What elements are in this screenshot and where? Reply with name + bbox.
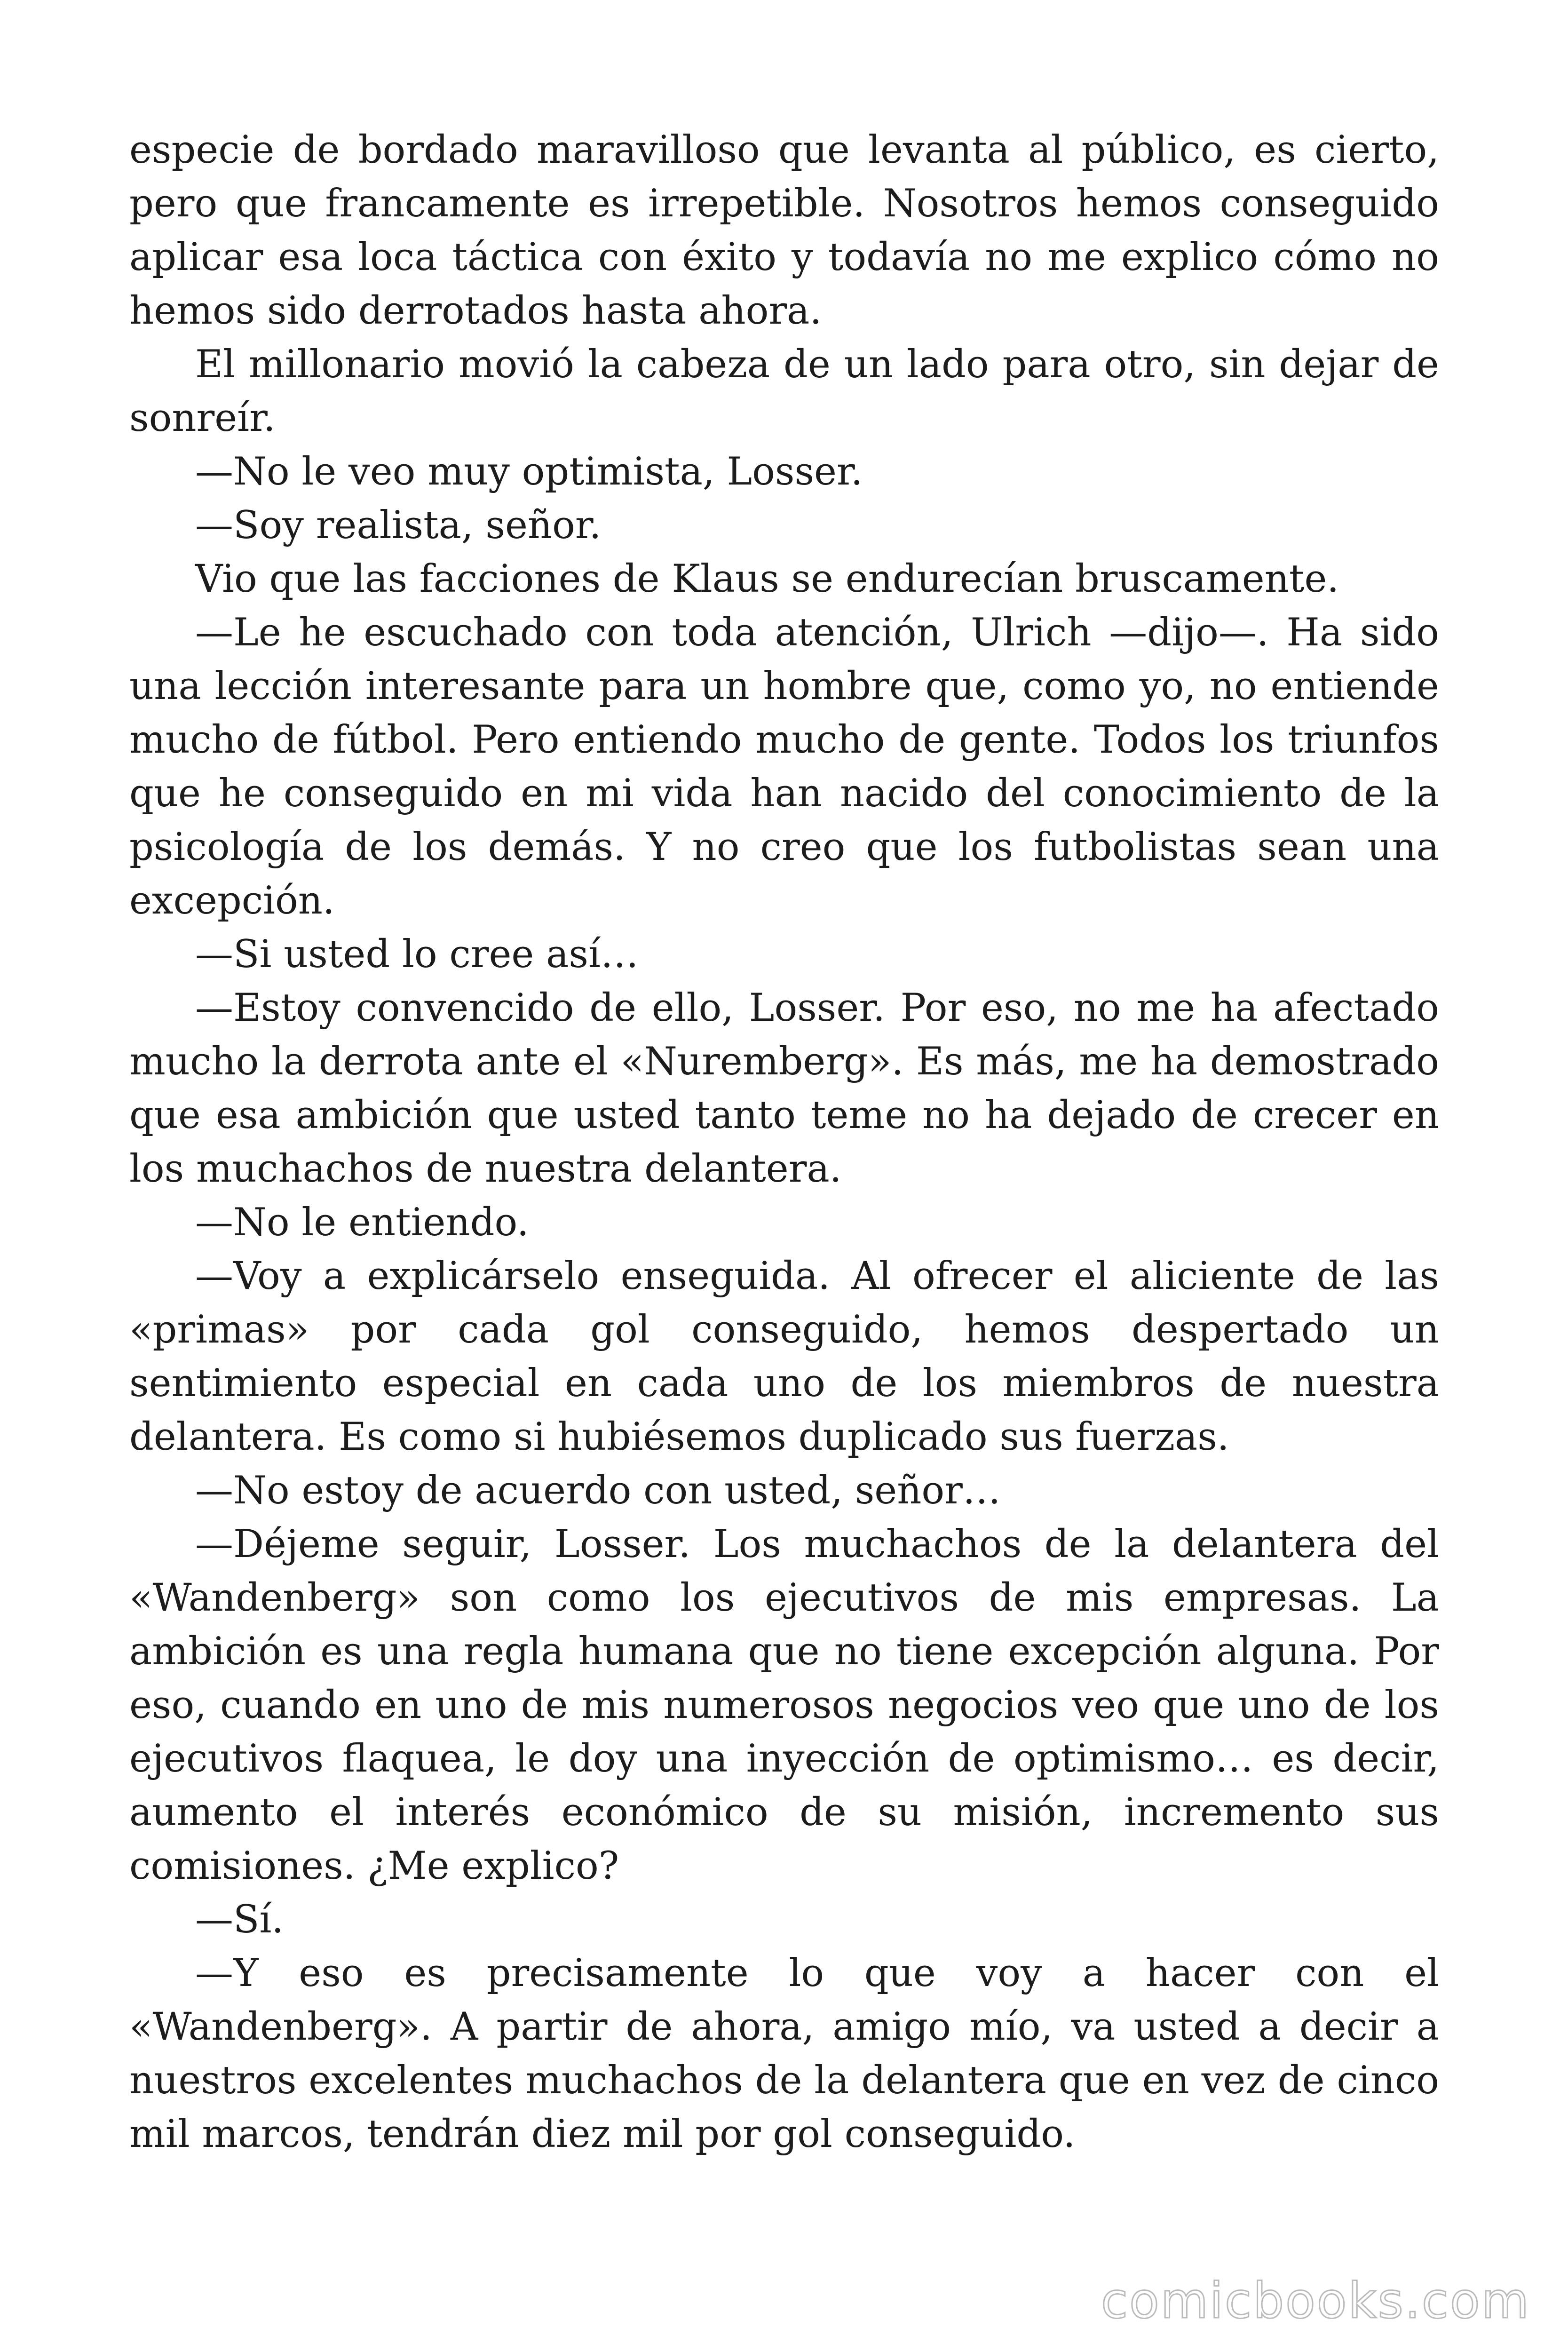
paragraph: El millonario movió la cabeza de un lado para otro, sin dejar de sonreír. — [129, 342, 1439, 440]
paragraph: —Le he escuchado con toda atención, Ulrich —dijo—. Ha sido una lección interesante para un hombre que, como yo, no entiende mucho de fútbol. Pero entiendo mucho de gente. Todos los triunfos que he conseguido en mi vida han nacido del conocimiento de la psicología de los demás. Y no creo que los futbolistas sean una excepción. — [129, 611, 1439, 923]
paragraph: —Estoy convencido de ello, Losser. Por eso, no me ha afectado mucho la derrota ante el «Nuremberg». Es más, me ha demostrado que esa ambición que usted tanto teme no ha dejado de crecer en los muchachos de nuestra delantera. — [129, 986, 1439, 1191]
paragraph: —Sí. — [195, 1898, 284, 1942]
paragraph: —Déjeme seguir, Losser. Los muchachos de la delantera del «Wandenberg» son como los ejecutivos de mis empresas. La ambición es una regla humana que no tiene excepción alguna. Por eso, cuando en uno de mis numerosos negocios veo que uno de los ejecutivos flaquea, le doy una inyección de optimismo… es decir, aumento el interés económico de su misión, incremento sus comisiones. ¿Me explico? — [129, 1522, 1439, 1888]
paragraph: —Si usted lo cree así… — [195, 932, 639, 977]
paragraph: —No estoy de acuerdo con usted, señor… — [195, 1469, 1001, 1513]
watermark: comicbooks.com — [1101, 2272, 1530, 2329]
paragraph: —Soy realista, señor. — [195, 503, 602, 548]
paragraph: —Voy a explicárselo enseguida. Al ofrecer el aliciente de las «primas» por cada gol conseguido, hemos despertado un sentimiento especial en cada uno de los miembros de nuestra delantera. Es como si hubiésemos duplicado sus fuerzas. — [129, 1254, 1439, 1459]
paragraph: —Y eso es precisamente lo que voy a hacer con el «Wandenberg». A partir de ahora, amigo mío, va usted a decir a nuestros excelentes muchachos de la delantera que en vez de cinco mil marcos, tendrán diez mil por gol conseguido. — [129, 1951, 1439, 2156]
paragraph: especie de bordado maravilloso que levanta al público, es cierto, pero que francamente es irrepetible. Nosotros hemos conseguido aplicar esa loca táctica con éxito y todavía no me explico cómo no hemos sido derrotados hasta ahora. — [129, 128, 1439, 333]
paragraph: —No le veo muy optimista, Losser. — [195, 450, 863, 494]
body-text — [129, 123, 1439, 2161]
paragraph: —No le entiendo. — [195, 1200, 529, 1245]
paragraph: Vio que las facciones de Klaus se endurecían bruscamente. — [195, 557, 1339, 601]
